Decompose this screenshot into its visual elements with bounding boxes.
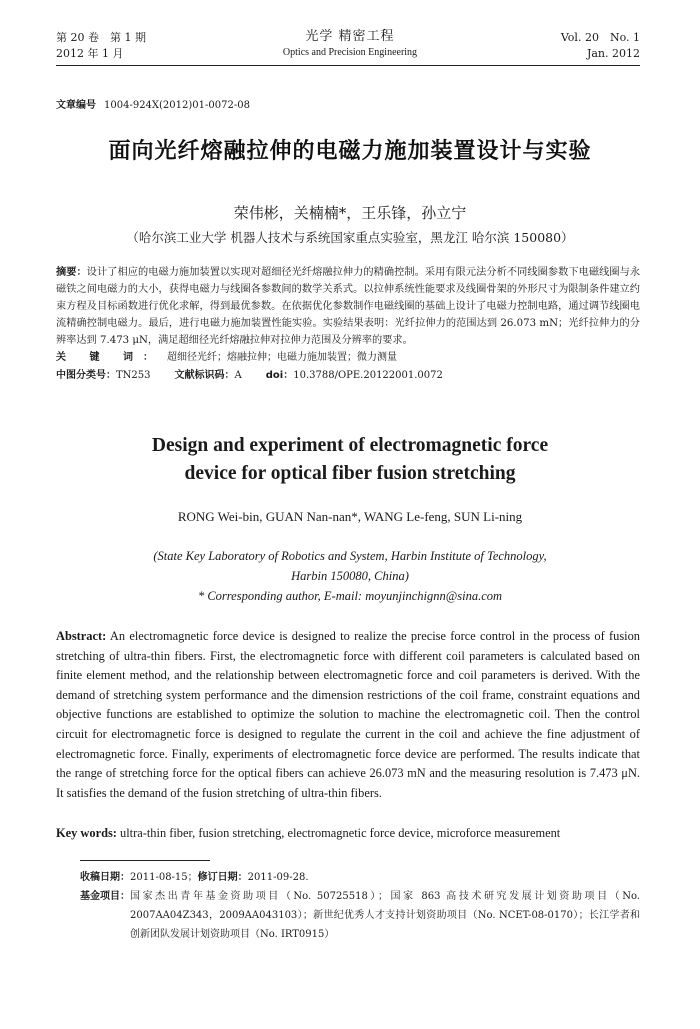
abstract-en	[56, 627, 640, 803]
keywords-zh	[56, 348, 397, 363]
affiliation-en-line-2: Harbin 150080, China)	[291, 569, 409, 583]
title-en	[0, 432, 700, 488]
journal-name-zh: 光学 精密工程	[305, 29, 395, 44]
article-number-value: 1004-924X(2012)01-0072-08	[104, 100, 250, 111]
fund-label: 基金项目：	[80, 891, 130, 902]
abstract-zh-label: 摘要：	[56, 267, 87, 278]
keywords-en	[56, 826, 646, 841]
header-rule	[56, 65, 640, 66]
title-en-line-2: device for optical fiber fusion stretching	[184, 463, 516, 484]
keywords-zh-label: 关 键 词：	[56, 352, 163, 363]
authors-en: RONG Wei-bin, GUAN Nan-nan*, WANG Le-feng, SUN Li-ning	[177, 509, 523, 524]
received-value: 2011-08-15；	[130, 872, 198, 883]
corresponding-author: * Corresponding author, E-mail: moyunjinchignn@sina.com	[197, 589, 503, 603]
fund-line	[80, 887, 640, 944]
classification-line	[56, 366, 443, 381]
abstract-zh-text: 设计了相应的电磁力施加装置以实现对超细径光纤熔融拉伸力的精确控制。采用有限元法分析不同线圈参数下电磁线圈与永磁铁之间电磁力的大小，获得电磁力与线圈各参数间的数学关系式。以拉伸系统性能要求及线圈骨架的外形尺寸为限制条件建立约束方程及目标函数进行优化求解，得到最优参数。在依据优化参数制作电磁线圈的基础上设计了电磁力控制电路，通过调节线圈电流精确控制电磁力。最后，进行电磁力施加装置性能实验。实验结果表明：光纤拉伸力的范围达到 26.073 mN；光纤拉伸力的分辨率达到 7.473 μN，满足超细径光纤熔融拉伸对拉伸力范围及分辨率的要求。	[56, 267, 641, 346]
abstract-en-label: Abstract:	[56, 629, 107, 643]
article-number	[56, 96, 250, 111]
header-volume-zh: 第 20 卷 第 1 期	[56, 31, 146, 44]
footnote	[80, 868, 640, 944]
footnote-rule	[80, 860, 210, 861]
revised-label: 修订日期：	[197, 872, 248, 883]
clc-label: 中图分类号：	[56, 370, 116, 381]
header-volume-en: Vol. 20 No. 1	[560, 31, 640, 44]
doi-value: 10.3788/OPE.20122001.0072	[293, 370, 443, 381]
clc-value: TN253	[116, 370, 151, 381]
received-label: 收稿日期：	[80, 872, 130, 883]
affiliation-en	[0, 546, 700, 606]
keywords-zh-text: 超细径光纤；熔融拉伸；电磁力施加装置；微力测量	[166, 352, 397, 363]
keywords-en-label: Key words:	[56, 826, 117, 840]
dates-line	[80, 868, 640, 887]
authors-zh: 荣伟彬，关楠楠*，王乐锋，孙立宁	[233, 204, 467, 222]
article-number-label: 文章编号	[56, 100, 96, 111]
fund-text: 国家杰出青年基金资助项目（No. 50725518）；国家 863 高技术研究发展计划资助项目（No. 2007AA04Z343，2009AA043103）；新世纪优秀人才支持计划资助项目（No. NCET-08-0170）；长江学者和创新团队发展计划资助项目（No. IRT0915）	[130, 891, 640, 940]
doc-code-label: 文献标识码：	[174, 370, 235, 381]
header-right	[561, 30, 640, 62]
abstract-zh	[56, 264, 640, 349]
keywords-en-text: ultra-thin fiber, fusion stretching, electromagnetic force device, microforce measurement	[120, 826, 561, 840]
journal-name-en: Optics and Precision Engineering	[282, 47, 418, 58]
affiliation-zh: （哈尔滨工业大学 机器人技术与系统国家重点实验室，黑龙江 哈尔滨 150080）	[126, 230, 574, 245]
abstract-en-text: An electromagnetic force device is designed to realize the precise force control in the process of fusion stretching of ultra-thin fibers. First, the electromagnetic force with different coil parameters is calculated based on finite element method, and the relationship between electromagnetic force and coil parameters is derived. With the demand of stretching system performance and the dimension restrictions of the coil frame, constraint equations and objective functions are established to optimize the solution to machine the electromagnetic coil. Then the control circuit for electromagnetic force is designed to regulate the current in the coil and achieve the fine adjustment of electromagnetic force. Finally, experiments of electromagnetic force device are performed. The results indicate that the range of stretching force for the optical fibers can achieve 26.073 mN and the measuring resolution is 7.473 μN. It satisfies the demand of the fusion stretching of ultra-thin fibers.	[56, 629, 640, 800]
title-zh: 面向光纤熔融拉伸的电磁力施加装置设计与实验	[108, 139, 592, 164]
affiliation-en-line-1: (State Key Laboratory of Robotics and System, Harbin Institute of Technology,	[153, 549, 547, 563]
title-en-line-1: Design and experiment of electromagnetic force	[151, 435, 549, 456]
header-date-en: Jan. 2012	[586, 47, 640, 60]
header-date-zh: 2012 年 1 月	[56, 47, 124, 60]
revised-value: 2011-09-28.	[247, 872, 309, 883]
doc-code-value: A	[234, 370, 242, 381]
doi-label: doi：	[265, 370, 294, 381]
